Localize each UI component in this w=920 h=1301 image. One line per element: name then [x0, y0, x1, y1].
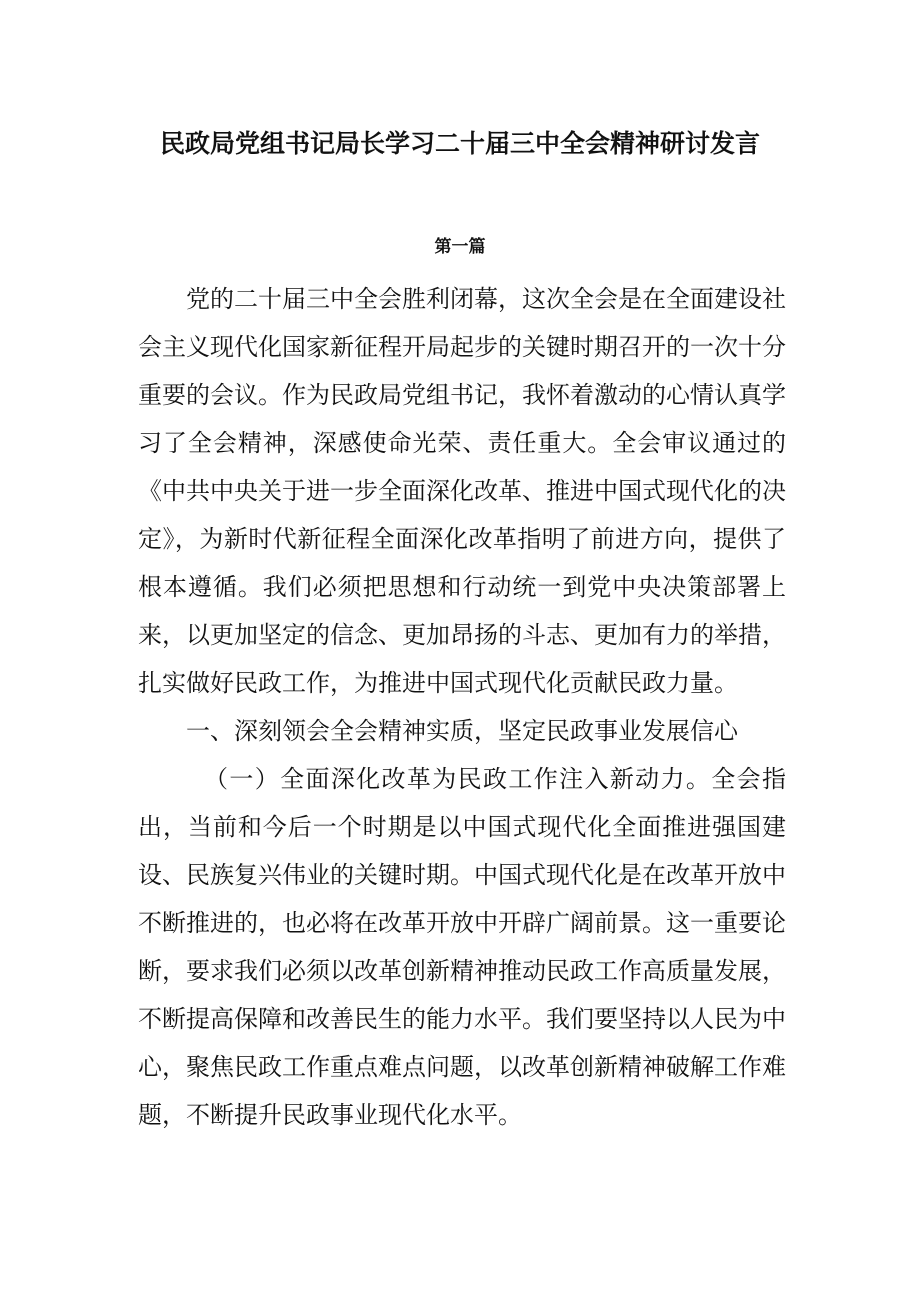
- paragraph-subsection-1: （一）全面深化改革为民政工作注入新动力。全会指出，当前和今后一个时期是以中国式现代化全面推进强国建设、民族复兴伟业的关键时期。中国式现代化是在改革开放中不断推进的，也必将在改革开放中开辟广阔前景。这一重要论断，要求我们必须以改革创新精神推动民政工作高质量发展，不断提高保障和改善民生的能力水平。我们要坚持以人民为中心，聚焦民政工作重点难点问题，以改革创新精神破解工作难题，不断提升民政事业现代化水平。: [138, 765, 786, 1129]
- section-label: 第一篇: [434, 237, 486, 257]
- paragraph-intro: 党的二十届三中全会胜利闭幕，这次全会是在全面建设社会主义现代化国家新征程开局起步的关键时期召开的一次十分重要的会议。作为民政局党组书记，我怀着激动的心情认真学习了全会精神，深感使命光荣、责任重大。全会审议通过的《中共中央关于进一步全面深化改革、推进中国式现代化的决定》，为新时代新征程全面深化改革指明了前进方向，提供了根本遵循。我们必须把思想和行动统一到党中央决策部署上来，以更加坚定的信念、更加昂扬的斗志、更加有力的举措，扎实做好民政工作，为推进中国式现代化贡献民政力量。: [138, 285, 786, 697]
- document-body: [138, 275, 786, 1139]
- heading-level-1: 一、深刻领会全会精神实质，坚定民政事业发展信心: [186, 717, 738, 745]
- document-title: 民政局党组书记局长学习二十届三中全会精神研讨发言: [159, 129, 760, 158]
